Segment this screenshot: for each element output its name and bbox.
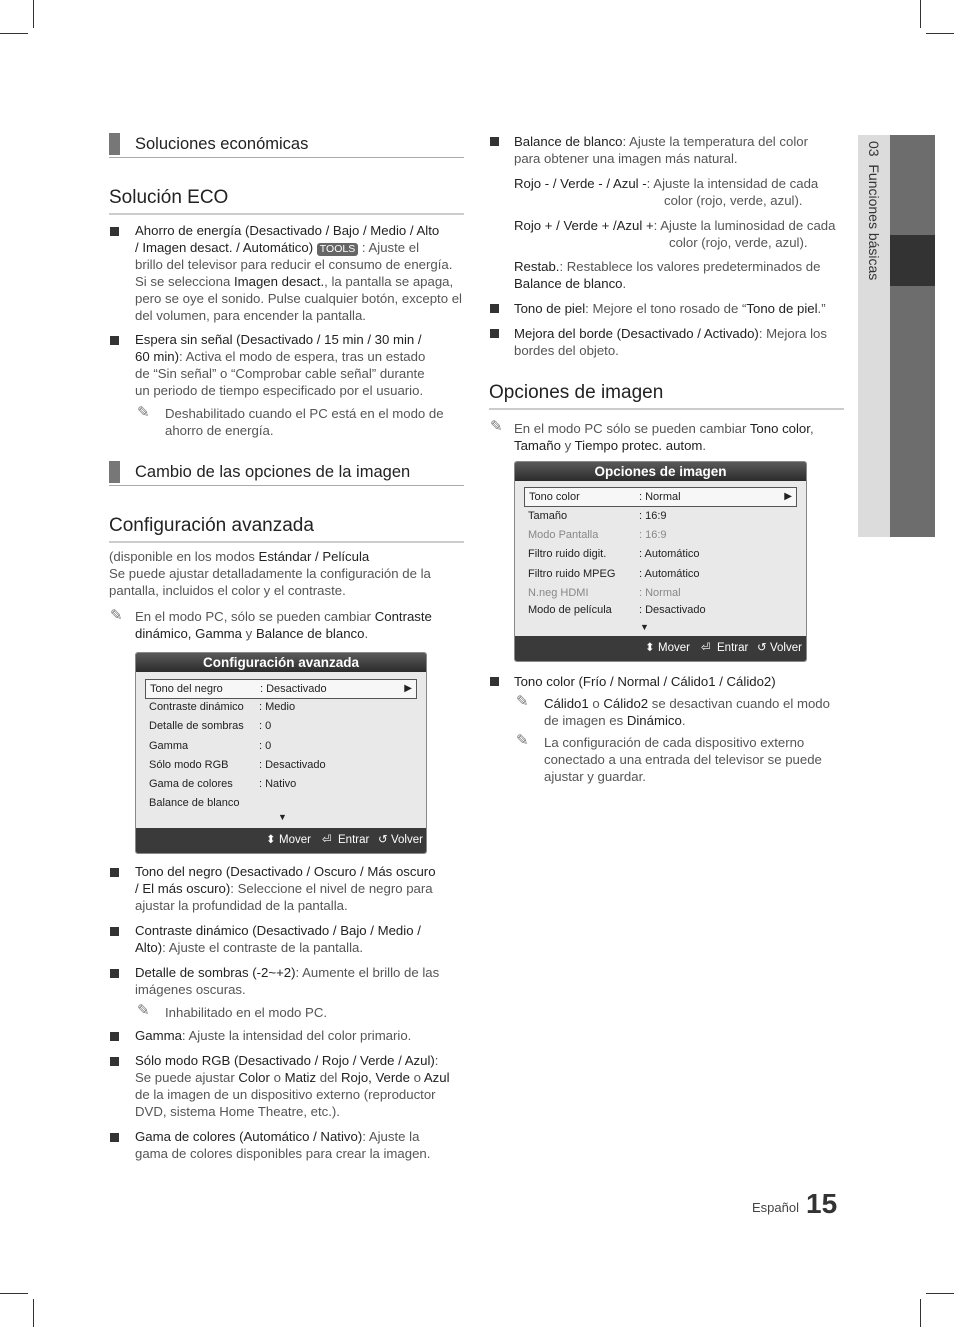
bullet (110, 1133, 119, 1142)
enter-icon: ⏎ (322, 834, 332, 846)
item-balance-blanco: Balance de blanco: Ajuste la temperatura del color para obtener una imagen más natural. (514, 134, 808, 166)
note-dispositivo-externo: La configuración de cada dispositivo externo conectado a una entrada del televisor se puede ajustar y guardar. (544, 735, 822, 784)
bullet (110, 927, 119, 936)
enter-icon: ⏎ (701, 642, 711, 654)
heading-configuracion-avanzada: Configuración avanzada (109, 515, 464, 543)
menu-row[interactable]: Contraste dinámico : Medio (149, 701, 296, 713)
crop-mark (0, 33, 28, 34)
item-gamma: Gamma: Ajuste la intensidad del color primario. (135, 1028, 412, 1043)
tools-icon: TOOLS (317, 243, 358, 256)
menu-footer: ⬍ Mover ⏎ Entrar ↺ Volver (515, 636, 806, 661)
menu-row[interactable]: Modo de película : Desactivado (528, 604, 706, 616)
menu-row-disabled: N.neg HDMI : Normal (528, 587, 681, 599)
note-pencil-icon: ✎ (516, 693, 529, 710)
note-calido: Cálido1 o Cálido2 se desactivan cuando el modo de imagen es Dinámico. (544, 696, 830, 728)
note-espera: Deshabilitado cuando el PC está en el modo de ahorro de energía. (165, 406, 444, 438)
bullet (110, 868, 119, 877)
bullet (110, 1032, 119, 1041)
item-tono-negro: Tono del negro (Desactivado / Oscuro / Más oscuro / El más oscuro): Seleccione el nivel de negro para ajustar la profundidad de la pantalla. (135, 864, 436, 913)
bullet (490, 137, 499, 146)
menu-title: Configuración avanzada (136, 653, 426, 672)
bullet (110, 336, 119, 345)
note-pencil-icon: ✎ (137, 1002, 150, 1019)
return-icon: ↺ (757, 642, 767, 654)
item-contraste-dinamico: Contraste dinámico (Desactivado / Bajo / Medio / Alto): Ajuste el contraste de la pantalla. (135, 923, 421, 955)
note-pencil-icon: ✎ (137, 404, 150, 421)
crop-mark (0, 1293, 28, 1294)
menu-row[interactable]: Detalle de sombras : 0 (149, 720, 272, 732)
menu-row-selected[interactable]: Tono color : Normal ▶ (524, 487, 797, 507)
item-tono-piel: Tono de piel: Mejore el tono rosado de “Tono de piel.” (514, 301, 826, 316)
item-mejora-borde: Mejora del borde (Desactivado / Activado): Mejora los bordes del objeto. (514, 326, 827, 358)
bullet (490, 677, 499, 686)
item-tono-color: Tono color (Frío / Normal / Cálido1 / Cálido2) (514, 674, 776, 689)
move-icon: ⬍ (266, 834, 276, 846)
bullet (110, 1057, 119, 1066)
menu-row[interactable]: Gama de colores : Nativo (149, 778, 297, 790)
menu-row[interactable]: Sólo modo RGB : Desactivado (149, 759, 326, 771)
bullet (490, 329, 499, 338)
menu-row-selected[interactable]: Tono del negro : Desactivado ▶ (145, 679, 417, 699)
chapter-label: 03 Funciones básicas (866, 141, 882, 281)
menu-opciones-imagen (514, 461, 807, 662)
item-gama-colores: Gama de colores (Automático / Nativo): Ajuste la gama de colores disponibles para crear la imagen. (135, 1129, 431, 1161)
scroll-down-icon[interactable]: ▼ (278, 812, 287, 822)
note-pencil-icon: ✎ (110, 607, 123, 624)
item-detalle-sombras: Detalle de sombras (-2~+2): Aumente el brillo de las imágenes oscuras. (135, 965, 440, 997)
note-detalle: Inhabilitado en el modo PC. (165, 1005, 328, 1020)
item-rojo-mas: Rojo + / Verde + /Azul +: Ajuste la luminosidad de cada color (rojo, verde, azul). (514, 218, 836, 250)
menu-row[interactable]: Filtro ruido MPEG : Automático (528, 568, 700, 580)
section-heading-soluciones: Soluciones económicas (109, 133, 464, 158)
crop-mark (33, 0, 34, 28)
menu-row[interactable]: Gamma : 0 (149, 740, 272, 752)
bullet (110, 969, 119, 978)
menu-title: Opciones de imagen (515, 462, 806, 481)
crop-mark (920, 0, 921, 28)
item-solo-modo-rgb: Sólo modo RGB (Desactivado / Rojo / Verde / Azul): Se puede ajustar Color o Matiz del Rojo, Verde o Azul de la imagen de un dispositivo externo (reproductor DVD, sistema Home Theatre, etc.). (135, 1053, 450, 1119)
item-espera-sin-senal: Espera sin señal (Desactivado / 15 min / 30 min / 60 min): Activa el modo de espera, tras un estado de “Sin señal” o “Comprobar cable señal” durante un periodo de tiempo especificado por el usuario. (135, 332, 426, 398)
bullet (490, 304, 499, 313)
crop-mark (926, 1293, 954, 1294)
footer-language: Español (752, 1200, 799, 1215)
heading-solucion-eco: Solución ECO (109, 187, 464, 215)
note-pc-config: En el modo PC, sólo se pueden cambiar Contraste dinámico, Gamma y Balance de blanco. (135, 609, 432, 641)
heading-opciones-imagen: Opciones de imagen (489, 382, 844, 410)
item-ahorro-energia: Ahorro de energía (Desactivado / Bajo / Medio / Alto / Imagen desact. / Automático) TOOLS : Ajuste el brillo del televisor para reducir el consumo de energía. Si se selecciona Imagen desact., la pantalla se apaga, pero se oye el sonido. Pulse cualquier botón, excepto el del volumen, para encender la pantalla. (135, 223, 462, 323)
crop-mark (33, 1299, 34, 1327)
section-heading-cambio: Cambio de las opciones de la imagen (109, 461, 464, 486)
menu-row[interactable]: Tamaño : 16:9 (528, 510, 667, 522)
note-pc-opciones: En el modo PC sólo se pueden cambiar Tono color, Tamaño y Tiempo protec. autom. (514, 421, 814, 453)
item-restab: Restab.: Restablece los valores predeterminados de Balance de blanco. (514, 259, 821, 291)
arrow-right-icon: ▶ (404, 683, 412, 694)
item-rojo-menos: Rojo - / Verde - / Azul -: Ajuste la intensidad de cada color (rojo, verde, azul). (514, 176, 819, 208)
return-icon: ↺ (378, 834, 388, 846)
menu-configuracion-avanzada (135, 652, 427, 854)
menu-row-disabled: Modo Pantalla : 16:9 (528, 529, 667, 541)
chapter-tab (858, 135, 935, 537)
note-pencil-icon: ✎ (516, 732, 529, 749)
menu-footer: ⬍ Mover ⏎ Entrar ↺ Volver (136, 828, 426, 853)
move-icon: ⬍ (645, 642, 655, 654)
crop-mark (926, 33, 954, 34)
crop-mark (920, 1299, 921, 1327)
note-pencil-icon: ✎ (490, 418, 503, 435)
arrow-right-icon: ▶ (784, 491, 792, 502)
scroll-down-icon[interactable]: ▼ (640, 622, 649, 632)
menu-row[interactable]: Balance de blanco (149, 797, 240, 809)
page-number: 15 (806, 1188, 838, 1219)
bullet (110, 227, 119, 236)
menu-row[interactable]: Filtro ruido digit. : Automático (528, 548, 700, 560)
intro-config: (disponible en los modos Estándar / Película Se puede ajustar detalladamente la configuración de la pantalla, incluidos el color y el contraste. (109, 549, 431, 598)
